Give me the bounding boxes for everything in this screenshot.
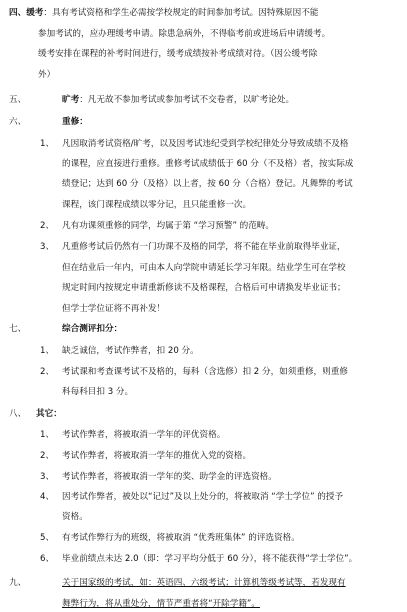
sec7-heading: 综合测评扣分： <box>62 324 123 334</box>
sec8-heading: 其它： <box>36 409 62 419</box>
sec7-item2-line: 科每科目扣 3 分。 <box>62 387 134 397</box>
sec6-item3-line: 凡重修考试后仍然有一门功课不及格的同学，将不能在毕业前取得毕业证， <box>62 242 346 252</box>
sec6-item1-line: 课程，该门课程成绩以零分记，且只能重修一次。 <box>62 200 252 210</box>
sec6-item3-number: 3、 <box>40 242 55 252</box>
sec4-line-3: 缓考安排在课程的补考时间进行，缓考成绩按补考成绩对待。（因公缓考除 <box>38 49 318 59</box>
sec5-text: ：凡无故不参加考试或参加考试不交卷者，以旷考论处。 <box>79 95 295 105</box>
sec9-number: 九、 <box>9 578 27 588</box>
sec8-item1-line: 考试作弊者，将被取消一学年的评优资格。 <box>62 430 226 440</box>
sec6-number: 六、 <box>9 117 27 127</box>
sec8-number: 八、 <box>9 409 27 419</box>
sec7-item1-number: 1、 <box>40 346 55 356</box>
sec5-number: 五、 <box>9 95 27 105</box>
sec8-item6-number: 6、 <box>40 554 55 564</box>
sec9-line: 关于国家级的考试，如：英语四、六级考试；计算机等级考试等，若发现有 <box>62 578 346 588</box>
sec8-item3-number: 3、 <box>40 472 55 482</box>
sec6-item2-line: 凡有功课须重修的同学，均属于第 “学习预警” 的范畴。 <box>62 221 275 231</box>
sec8-item6-line: 毕业前绩点未达 2.0（即：学习平均分低于 60 分），将不能获得“学士学位”。 <box>62 554 358 564</box>
sec8-item4-number: 4、 <box>40 492 55 502</box>
sec8-item2-number: 2、 <box>40 451 55 461</box>
sec6-item1-number: 1、 <box>40 139 55 149</box>
sec8-item4-line: 资格。 <box>62 512 88 522</box>
sec8-item1-number: 1、 <box>40 430 55 440</box>
sec6-item3-line: 但学士学位证将不再补发！ <box>62 304 166 314</box>
sec6-item3-line: 规定时间内按规定申请重新修读不及格课程，合格后可申请换发毕业证书； <box>62 283 346 293</box>
sec8-item5-number: 5、 <box>40 533 55 543</box>
sec9-line: 舞弊行为，将从重处分，情节严重者将“开除学籍”。 <box>62 599 260 609</box>
sec5-title: 旷考 <box>62 95 80 105</box>
sec8-item5-line: 有考试作弊行为的班级，将被取消 “优秀班集体” 的评选资格。 <box>62 533 300 543</box>
sec8-item4-line: 因考试作弊者，被处以“记过”及以上处分的，将被取消 “学士学位” 的授予 <box>62 492 344 502</box>
sec4-number: 四、 <box>9 8 27 18</box>
sec4-line-1 <box>9 5 318 21</box>
sec6-heading: 重修： <box>62 117 88 127</box>
sec6-item1-line: 的课程，应直接进行重修。重修考试成绩低于 60 分（不及格）者，按实际成 <box>62 159 354 169</box>
sec7-item1-line: 缺乏诚信，考试作弊者，扣 20 分。 <box>62 346 199 356</box>
sec6-item3-line: 但在结业后一年内，可由本人向学院申请延长学习年限。结业学生可在学校 <box>62 263 346 273</box>
sec7-item2-line: 考试课和考查课考试不及格的，每科（含选修）扣 2 分，如须重修，则重修 <box>62 367 348 377</box>
sec7-item2-number: 2、 <box>40 367 55 377</box>
sec8-title: 其它 <box>36 409 54 419</box>
sec7-number: 七、 <box>9 324 27 334</box>
sec6-item2-number: 2、 <box>40 221 55 231</box>
sec8-item3-line: 考试作弊者，将被取消一学年的奖、助学金的评选资格。 <box>62 472 277 482</box>
sec4-line-2: 参加考试的，应办理缓考申请。除患急病外，不得临考前或进场后申请缓考。 <box>38 29 331 39</box>
sec7-title: 综合测评扣分 <box>62 324 114 334</box>
sec8-item2-line: 考试作弊者，将被取消一学年的推优入党的资格。 <box>62 451 252 461</box>
sec6-item1-line: 凡因取消考试资格/旷考，以及因考试违纪受到学校纪律处分导致成绩不及格 <box>62 139 349 149</box>
sec5-line <box>62 92 294 108</box>
sec4-title: 缓考 <box>26 8 44 18</box>
sec4-text: ：具有考试资格和学生必需按学校规定的时间参加考试。因特殊原因不能 <box>43 8 319 18</box>
sec6-title: 重修 <box>62 117 80 127</box>
sec4-line-4: 外） <box>38 70 56 80</box>
sec6-item1-line: 绩登记；达到 60 分（及格）以上者，按 60 分（合格）登记。凡舞弊的考试 <box>62 179 353 189</box>
